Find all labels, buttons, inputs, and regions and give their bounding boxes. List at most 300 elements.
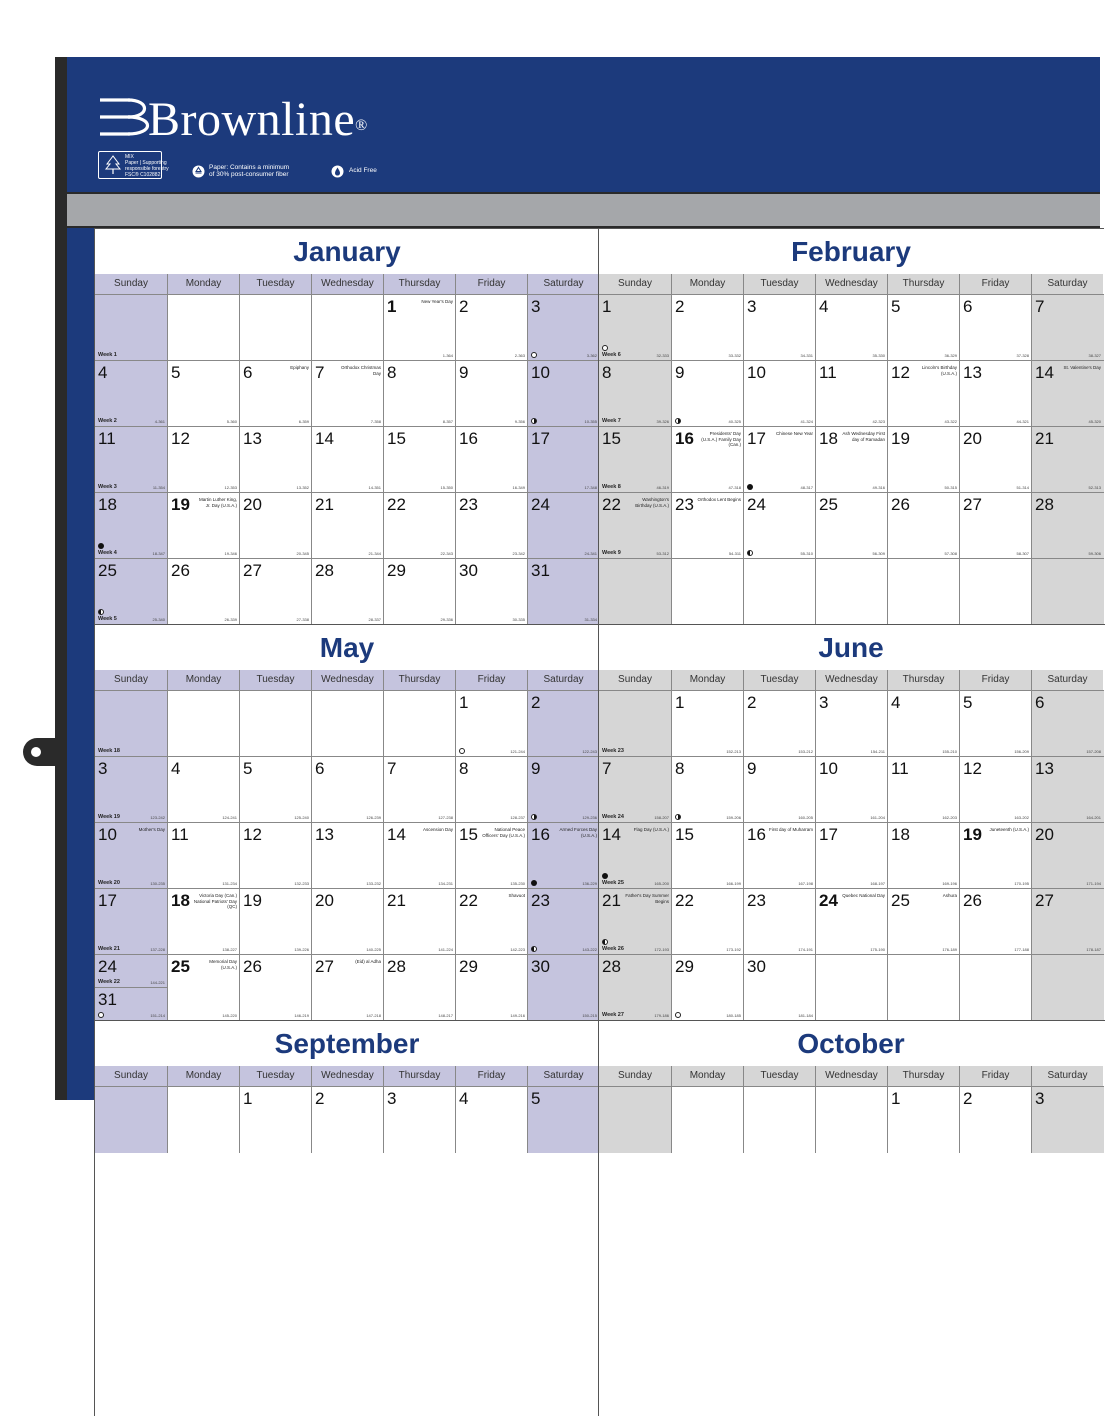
month-january [94,228,599,624]
day-cell-23[interactable] [743,888,816,955]
day-cell-16[interactable] [455,426,528,493]
moon-first-icon [98,609,104,615]
day-cell-27[interactable] [239,558,312,625]
day-number: 2 [531,693,541,712]
day-of-year: 139-226 [294,947,309,952]
day-cell-19[interactable] [167,492,240,559]
holiday-label: Lincoln's Birthday (U.S.A.) [921,365,957,376]
weekday-header: Sunday [599,274,671,294]
day-cell-16[interactable] [671,426,744,493]
day-number: 20 [243,495,262,514]
day-number: 5 [171,363,181,382]
day-cell-6[interactable] [311,756,384,823]
day-cell-11[interactable] [167,822,240,889]
day-number: 21 [315,495,334,514]
day-cell-12[interactable] [959,756,1032,823]
week-number: Week 5 [98,616,117,622]
day-of-year: 174-191 [798,947,813,952]
day-of-year: 122-243 [582,749,597,754]
day-of-year: 30-335 [512,617,525,622]
calendar-cell[interactable] [95,1086,168,1153]
day-cell-11[interactable] [815,360,888,427]
hanger-hole [31,747,41,757]
day-cell-1[interactable] [599,294,672,361]
calendar-cell[interactable] [1031,558,1104,625]
day-of-year: 166-199 [726,881,741,886]
day-of-year: 158-207 [654,815,669,820]
day-number: 24 [98,957,117,976]
day-number: 17 [98,891,117,910]
day-number: 20 [1035,825,1054,844]
day-of-year: 143-222 [582,947,597,952]
day-number: 21 [1035,429,1054,448]
day-cell-20[interactable] [959,426,1032,493]
week-number: Week 24 [602,814,624,820]
calendar-cell[interactable] [743,558,816,625]
calendar-cell[interactable] [599,690,672,757]
day-cell-2[interactable] [743,690,816,757]
day-cell-18[interactable] [95,492,168,559]
day-cell-24[interactable] [743,492,816,559]
month-title: February [791,236,911,267]
day-cell-4[interactable] [887,690,960,757]
day-cell-12[interactable] [167,426,240,493]
day-cell-21[interactable] [311,492,384,559]
day-cell-26[interactable] [887,492,960,559]
day-cell-15[interactable] [455,822,528,889]
calendar-cell[interactable] [1031,954,1104,1021]
day-cell-21[interactable] [383,888,456,955]
holiday-label: Ashura [942,893,957,898]
day-cell-13[interactable] [1031,756,1104,823]
day-cell-26[interactable] [167,558,240,625]
calendar-cell[interactable] [599,558,672,625]
day-cell-26[interactable] [239,954,312,1021]
month-june [598,624,1104,1020]
day-of-year: 156-209 [1014,749,1029,754]
day-cell-25[interactable] [167,954,240,1021]
day-number: 31 [98,990,117,1009]
day-cell-3[interactable] [1031,1086,1104,1153]
day-of-year: 159-206 [726,815,741,820]
day-cell-23[interactable] [527,888,600,955]
day-cell-3[interactable] [383,1086,456,1153]
day-cell-22[interactable] [671,888,744,955]
calendar-cell[interactable] [239,690,312,757]
day-cell-1[interactable] [383,294,456,361]
calendar-cell[interactable] [959,558,1032,625]
day-cell-13[interactable] [959,360,1032,427]
day-of-year: 20-345 [296,551,309,556]
day-cell-1[interactable] [887,1086,960,1153]
day-of-year: 2-363 [514,353,525,358]
day-cell-1[interactable] [455,690,528,757]
day-cell-17[interactable] [815,822,888,889]
weekday-header: Friday [959,670,1031,690]
week-number: Week 27 [602,1012,624,1018]
calendar-cell[interactable] [311,690,384,757]
day-number: 15 [675,825,694,844]
calendar-cell[interactable] [743,1086,816,1153]
month-october [598,1020,1104,1416]
day-cell-22[interactable] [383,492,456,559]
day-cell-24[interactable] [527,492,600,559]
day-of-year: 152-213 [726,749,741,754]
day-cell-20[interactable] [311,888,384,955]
day-number: 29 [387,561,406,580]
weekday-header: Sunday [95,1066,167,1086]
fsc-line: Paper | Supporting [125,160,167,166]
day-cell-26[interactable] [959,888,1032,955]
day-number: 4 [171,759,181,778]
day-cell-17[interactable] [743,426,816,493]
day-cell-27[interactable] [311,954,384,1021]
day-cell-3[interactable] [95,756,168,823]
day-cell-16[interactable] [527,822,600,889]
day-cell-5[interactable] [887,294,960,361]
day-of-year: 31-334 [584,617,597,622]
weekday-header: Sunday [95,274,167,294]
day-cell-25[interactable] [95,558,168,625]
day-cell-19[interactable] [887,426,960,493]
day-cell-9[interactable] [455,360,528,427]
day-number: 1 [602,297,612,316]
week-number: Week 2 [98,418,117,424]
calendar-cell[interactable] [599,1086,672,1153]
day-number: 7 [387,759,397,778]
day-cell-28[interactable] [311,558,384,625]
day-cell-7[interactable] [599,756,672,823]
moon-new-icon [747,484,753,490]
day-number: 16 [675,429,694,448]
day-cell-29[interactable] [383,558,456,625]
week-number: Week 26 [602,946,624,952]
day-number: 20 [315,891,334,910]
day-number: 3 [747,297,757,316]
weekday-header: Friday [455,670,527,690]
day-number: 24 [531,495,550,514]
day-cell-1[interactable] [239,1086,312,1153]
holiday-label: Quebec National Day [842,893,885,898]
calendar-cell[interactable] [95,690,168,757]
day-of-year: 13-352 [296,485,309,490]
day-of-year: 125-240 [294,815,309,820]
moon-full-icon [602,345,608,351]
weekday-header: Tuesday [239,670,311,690]
day-cell-10[interactable] [815,756,888,823]
day-number: 16 [747,825,766,844]
day-of-year: 26-339 [224,617,237,622]
day-number: 10 [531,363,550,382]
day-number: 6 [1035,693,1045,712]
day-cell-6[interactable] [239,360,312,427]
day-of-year: 58-307 [1016,551,1029,556]
day-cell-2[interactable] [959,1086,1032,1153]
day-cell-19[interactable] [239,888,312,955]
day-cell-25[interactable] [815,492,888,559]
day-cell-15[interactable] [383,426,456,493]
day-cell-2[interactable] [671,294,744,361]
day-cell-28[interactable] [1031,492,1104,559]
day-number: 27 [1035,891,1054,910]
weekday-header: Sunday [599,670,671,690]
calendar-cell[interactable] [167,294,240,361]
day-number: 30 [531,957,550,976]
day-number: 26 [891,495,910,514]
day-number: 7 [602,759,612,778]
calendar-cell[interactable] [167,690,240,757]
moon-first-icon [602,939,608,945]
day-cell-8[interactable] [671,756,744,823]
week-number: Week 1 [98,352,117,358]
day-cell-11[interactable] [887,756,960,823]
day-cell-24[interactable] [815,888,888,955]
day-cell-16[interactable] [743,822,816,889]
day-cell-10[interactable] [527,360,600,427]
day-number: 1 [459,693,469,712]
day-cell-21[interactable] [599,888,672,955]
day-number: 2 [459,297,469,316]
day-of-year: 5-360 [226,419,237,424]
day-cell-14[interactable] [383,822,456,889]
day-cell-5[interactable] [239,756,312,823]
day-cell-4[interactable] [455,1086,528,1153]
day-cell-2[interactable] [311,1086,384,1153]
calendar-cell[interactable] [167,1086,240,1153]
day-cell-25[interactable] [887,888,960,955]
day-number: 5 [891,297,901,316]
day-number: 19 [891,429,910,448]
day-cell-8[interactable] [383,360,456,427]
day-cell-22[interactable] [455,888,528,955]
day-number: 17 [819,825,838,844]
moon-first-icon [747,550,753,556]
day-of-year: 11-354 [152,485,165,490]
day-cell-6[interactable] [959,294,1032,361]
holiday-label: Victoria Day (Can.) National Patriots' Day (QC) [193,893,237,909]
day-cell-22[interactable] [599,492,672,559]
day-of-year: 6-359 [298,419,309,424]
day-cell-9[interactable] [671,360,744,427]
day-of-year: 175-190 [870,947,885,952]
day-of-year: 37-328 [1016,353,1029,358]
weekday-header: Friday [959,274,1031,294]
day-of-year: 147-218 [366,1013,381,1018]
day-of-year: 133-232 [366,881,381,886]
day-cell-28[interactable] [599,954,672,1021]
day-number: 20 [963,429,982,448]
day-cell-30[interactable] [527,954,600,1021]
calendar-cell[interactable] [311,294,384,361]
day-cell-27[interactable] [1031,888,1104,955]
weekday-header: Wednesday [815,670,887,690]
weekday-header: Monday [671,1066,743,1086]
day-cell-10[interactable] [95,822,168,889]
day-cell-1[interactable] [671,690,744,757]
day-number: 22 [602,495,621,514]
day-of-year: 4-361 [154,419,165,424]
calendar-cell[interactable] [815,1086,888,1153]
day-number: 4 [98,363,108,382]
day-cell-20[interactable] [239,492,312,559]
day-number: 1 [387,297,397,316]
day-cell-15[interactable] [599,426,672,493]
day-cell-14[interactable] [311,426,384,493]
day-of-year: 8-357 [442,419,453,424]
week-number: Week 22 [98,979,120,985]
day-cell-8[interactable] [599,360,672,427]
weekday-header: Thursday [887,274,959,294]
day-cell-4[interactable] [815,294,888,361]
day-number: 13 [1035,759,1054,778]
day-cell-14[interactable] [1031,360,1104,427]
day-cell-12[interactable] [887,360,960,427]
day-cell-30[interactable] [455,558,528,625]
day-cell-10[interactable] [743,360,816,427]
day-cell-18[interactable] [815,426,888,493]
day-number: 23 [675,495,694,514]
day-cell-30[interactable] [743,954,816,1021]
day-cell-13[interactable] [311,822,384,889]
day-number: 6 [315,759,325,778]
day-number: 12 [891,363,910,382]
day-number: 18 [891,825,910,844]
calendar-cell[interactable] [887,558,960,625]
day-number: 28 [315,561,334,580]
day-number: 25 [98,561,117,580]
day-number: 8 [459,759,469,778]
day-cell-2[interactable] [527,690,600,757]
brand-logo [148,92,368,148]
weekday-header: Saturday [527,274,599,294]
calendar-cell[interactable] [671,558,744,625]
day-number: 5 [243,759,253,778]
day-number: 24 [747,495,766,514]
calendar-cell[interactable] [887,954,960,1021]
week-number: Week 3 [98,484,117,490]
calendar-cell[interactable] [95,294,168,361]
weekday-header: Friday [959,1066,1031,1086]
day-cell-21[interactable] [1031,426,1104,493]
day-of-year: 172-193 [654,947,669,952]
day-cell-31[interactable] [527,558,600,625]
day-cell-18[interactable] [167,888,240,955]
day-cell-17[interactable] [527,426,600,493]
day-cell-15[interactable] [671,822,744,889]
day-cell-12[interactable] [239,822,312,889]
calendar-cell[interactable] [383,690,456,757]
day-of-year: 179-186 [654,1013,669,1018]
day-cell-11[interactable] [95,426,168,493]
day-of-year: 47-318 [728,485,741,490]
day-cell-split[interactable] [95,954,168,1021]
day-cell-9[interactable] [527,756,600,823]
day-cell-23[interactable] [671,492,744,559]
day-cell-17[interactable] [95,888,168,955]
day-cell-2[interactable] [455,294,528,361]
calendar-cell[interactable] [239,294,312,361]
day-of-year: 35-330 [872,353,885,358]
day-number: 6 [963,297,973,316]
day-of-year: 173-192 [726,947,741,952]
day-of-year: 146-219 [294,1013,309,1018]
day-cell-7[interactable] [311,360,384,427]
day-number: 4 [819,297,829,316]
week-number: Week 4 [98,550,117,556]
day-number: 24 [819,891,838,910]
day-cell-5[interactable] [527,1086,600,1153]
moon-third-icon [675,814,681,820]
day-cell-29[interactable] [455,954,528,1021]
week-number: Week 6 [602,352,621,358]
day-number: 13 [243,429,262,448]
day-cell-3[interactable] [527,294,600,361]
day-cell-3[interactable] [815,690,888,757]
day-number: 19 [171,495,190,514]
weekday-header: Thursday [383,1066,455,1086]
day-of-year: 7-358 [370,419,381,424]
day-number: 9 [459,363,469,382]
day-cell-20[interactable] [1031,822,1104,889]
day-of-year: 161-204 [870,815,885,820]
day-cell-29[interactable] [671,954,744,1021]
month-title: June [818,632,884,663]
day-cell-13[interactable] [239,426,312,493]
day-cell-8[interactable] [455,756,528,823]
day-of-year: 121-244 [510,749,525,754]
calendar-cell[interactable] [815,558,888,625]
day-cell-23[interactable] [455,492,528,559]
holiday-label: Orthodox Christmas Day [340,365,381,376]
holiday-label: Orthodox Lent Begins [697,497,741,502]
day-of-year: 48-317 [800,485,813,490]
day-of-year: 123-242 [150,815,165,820]
day-cell-5[interactable] [959,690,1032,757]
day-cell-19[interactable] [959,822,1032,889]
day-cell-4[interactable] [95,360,168,427]
day-number: 2 [747,693,757,712]
calendar-cell[interactable] [671,1086,744,1153]
day-cell-3[interactable] [743,294,816,361]
day-cell-9[interactable] [743,756,816,823]
day-of-year: 181-184 [798,1013,813,1018]
day-cell-6[interactable] [1031,690,1104,757]
day-cell-14[interactable] [599,822,672,889]
day-cell-18[interactable] [887,822,960,889]
month-title: January [293,236,401,267]
day-number: 28 [602,957,621,976]
day-number: 3 [98,759,108,778]
day-of-year: 169-196 [942,881,957,886]
weekday-header: Monday [671,274,743,294]
moon-new-icon [531,880,537,886]
day-cell-5[interactable] [167,360,240,427]
day-cell-7[interactable] [1031,294,1104,361]
day-of-year: 44-321 [1016,419,1029,424]
day-of-year: 53-312 [656,551,669,556]
day-cell-27[interactable] [959,492,1032,559]
day-cell-4[interactable] [167,756,240,823]
day-of-year: 38-327 [1088,353,1101,358]
day-number: 3 [1035,1089,1045,1108]
day-cell-7[interactable] [383,756,456,823]
holiday-label: Flag Day (U.S.A.) [633,827,669,832]
brand-logo-text: Brownline [148,93,356,146]
day-number: 15 [602,429,621,448]
calendar-cell[interactable] [959,954,1032,1021]
calendar-cell[interactable] [815,954,888,1021]
day-cell-28[interactable] [383,954,456,1021]
